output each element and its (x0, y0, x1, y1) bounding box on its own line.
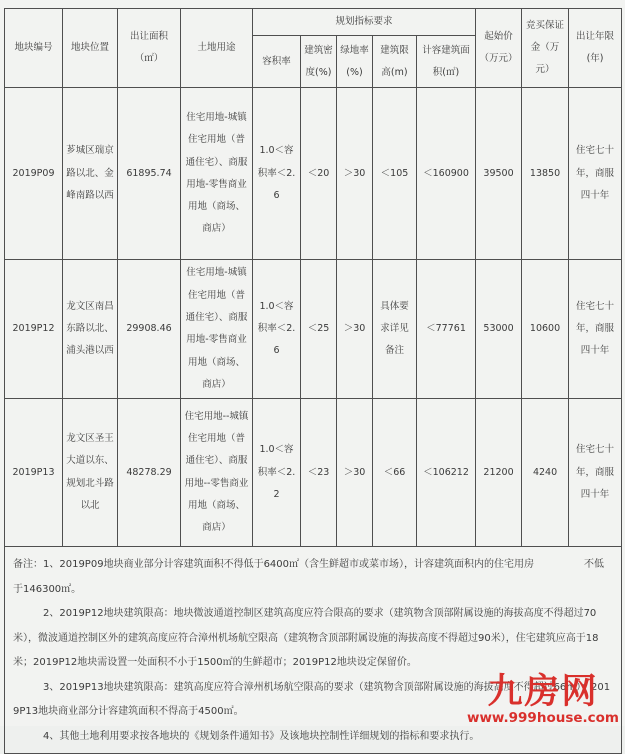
header-gfa: 计容建筑面积(㎡) (417, 36, 476, 88)
cell-green: ＞30 (337, 88, 373, 260)
cell-location: 龙文区圣王大道以东、规划北斗路以北 (63, 399, 118, 547)
cell-height: ＜105 (373, 88, 417, 260)
site-watermark (466, 671, 619, 726)
cell-location: 芗城区瑞京路以北、金峰南路以西 (63, 88, 118, 260)
cell-far: 1.0＜容积率＜2.2 (253, 399, 301, 547)
cell-height: ＜66 (373, 399, 417, 547)
cell-deposit: 13850 (522, 88, 569, 260)
cell-land-use: 住宅用地-城镇住宅用地（普通住宅）、商服用地-零售商业用地（商场、商店） (181, 88, 253, 260)
cell-deposit: 4240 (522, 399, 569, 547)
cell-term: 住宅七十年，商服四十年 (569, 260, 622, 399)
site-logo-text: 九房网 (487, 671, 599, 712)
cell-term: 住宅七十年，商服四十年 (569, 399, 622, 547)
header-location: 地块位置 (63, 9, 118, 88)
cell-area: 29908.46 (118, 260, 181, 399)
notes-label: 备注： (13, 559, 43, 571)
table-row-2019P12 (5, 260, 622, 399)
site-logo-url: www.999house.com (466, 709, 619, 726)
cell-price: 53000 (476, 260, 522, 399)
land-parcel-table (4, 8, 622, 754)
cell-gfa: ＜160900 (417, 88, 476, 260)
cell-land-use: 住宅用地--城镇住宅用地（普通住宅）、商服用地--零售商业用地（商场、商店） (181, 399, 253, 547)
cell-parcel-id: 2019P09 (5, 88, 63, 260)
cell-term: 住宅七十年，商服四十年 (569, 88, 622, 260)
cell-location: 龙文区南昌东路以北、浦头港以西 (63, 260, 118, 399)
cell-density: ＜25 (301, 260, 337, 399)
cell-deposit: 10600 (522, 260, 569, 399)
table-row-2019P13 (5, 399, 622, 547)
cell-green: ＞30 (337, 260, 373, 399)
cell-parcel-id: 2019P13 (5, 399, 63, 547)
header-planning-group: 规划指标要求 (253, 9, 476, 36)
note-item-1: 备注：1、2019P09地块商业部分计容建筑面积不得低于6400㎡（含生鲜超市或菜市场），计容建筑面积内的住宅用房 不低于146300㎡。 (13, 559, 605, 595)
header-deposit: 竞买保证金（万元） (522, 9, 569, 88)
cell-area: 61895.74 (118, 88, 181, 260)
cell-gfa: ＜77761 (417, 260, 476, 399)
cell-land-use: 住宅用地-城镇住宅用地（普通住宅）、商服用地-零售商业用地（商场、商店） (181, 260, 253, 399)
table-header (5, 9, 622, 88)
header-height-limit: 建筑限高(m) (373, 36, 417, 88)
cell-far: 1.0＜容积率＜2.6 (253, 88, 301, 260)
header-land-use: 土地用途 (181, 9, 253, 88)
header-far: 容积率 (253, 36, 301, 88)
header-term: 出让年限(年) (569, 9, 622, 88)
cell-parcel-id: 2019P12 (5, 260, 63, 399)
cell-area: 48278.29 (118, 399, 181, 547)
header-parcel-id: 地块编号 (5, 9, 63, 88)
cell-density: ＜23 (301, 399, 337, 547)
cell-density: ＜20 (301, 88, 337, 260)
table-row-2019P09 (5, 88, 622, 260)
cell-gfa: ＜106212 (417, 399, 476, 547)
cell-price: 39500 (476, 88, 522, 260)
note-item-3: 3、2019P13地块建筑限高：建筑高度应符合漳州机场航空限高的要求（建筑物含顶部附属设施的海拔高度不得超过66m）；2019P13地块商业部分计容建筑面积不得高于4500㎡。 (13, 681, 611, 718)
note-item-4: 4、其他土地利用要求按各地块的《规划条件通知书》及该地块控制性详细规划的指标和要求执行。 (43, 730, 480, 742)
header-start-price: 起始价（万元） (476, 9, 522, 88)
note-item-2: 2、2019P12地块建筑限高：地块微波通道控制区建筑高度应符合限高的要求（建筑物含顶部附属设施的海拔高度不得超过70米），微波通道控制区外的建筑高度应符合漳州机场航空限高（建筑物含顶部附属设施的海拔高度不得超过90米），住宅建筑应高于18米；2019P12地块需设置一处面积不小于1500㎡的生鲜超市；2019P12地块设定保留价。 (13, 608, 599, 669)
header-area: 出让面积（㎡） (118, 9, 181, 88)
cell-far: 1.0＜容积率＜2.6 (253, 260, 301, 399)
header-green-ratio: 绿地率(%) (337, 36, 373, 88)
cell-green: ＞30 (337, 399, 373, 547)
header-density: 建筑密度(%) (301, 36, 337, 88)
cell-height: 具体要求详见备注 (373, 260, 417, 399)
cell-price: 21200 (476, 399, 522, 547)
